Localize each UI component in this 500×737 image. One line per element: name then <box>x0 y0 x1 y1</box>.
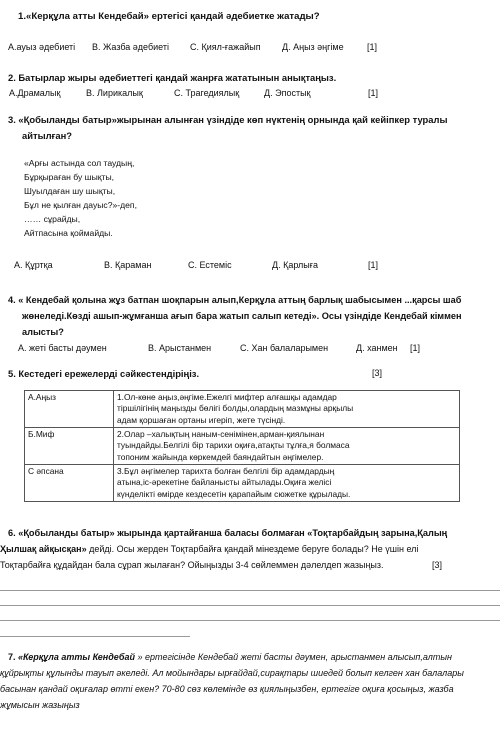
q4-title-line2: жөнеледі.Көзді ашып-жұмғанша ағып бара жатып салып кетеді». Осы үзіндіде Кендебай кіммен <box>22 311 462 321</box>
q2-option-c[interactable]: С. Трагедиялық <box>174 88 240 98</box>
answer-line[interactable] <box>0 605 500 606</box>
q3-option-d[interactable]: Д. Қарлыға <box>272 260 319 270</box>
q2-options <box>0 88 500 102</box>
q5-title: 5. Кестедегі ережелерді сәйкестендіріңіз. <box>8 368 200 379</box>
q4-title-line3: алысты? <box>22 327 64 337</box>
q3-title-line1: 3. «Қобыланды батыр»жырынан алынған үзіндіде көп нүктенің орнында қай кейіпкер туралы <box>8 114 448 125</box>
definition-line: топоним жайында көркемдей баяндайтын әңгімелер. <box>117 451 324 462</box>
q2-title: 2. Батырлар жыры әдебиеттегі қандай жанрға жататынын анықтаңыз. <box>8 72 337 83</box>
q4-option-b[interactable]: В. Арыстанмен <box>148 343 212 353</box>
q1-score: [1] <box>367 42 378 52</box>
q7-line4: жұмысын жазыңыз <box>0 700 80 710</box>
row-definition <box>114 465 460 502</box>
q4-option-c[interactable]: С. Хан балаларымен <box>240 343 329 353</box>
q7-line3: басынан қандай оқиғалар өтті екен? 70-80 сөз көлемінде өз қиялыңызбен, ертегіге оқиға қосыңыз, жазба <box>0 684 454 694</box>
q1-option-c[interactable]: С. Қиял-ғажайып <box>190 42 261 52</box>
answer-line[interactable] <box>0 620 500 621</box>
q2-score: [1] <box>368 88 379 98</box>
row-key: А.Аңыз <box>25 391 114 428</box>
definition-line: тіршілігінің маңызды бөлігі болды,олардың мазмұны арқылы <box>117 403 354 414</box>
poem-line: …… сұрайды, <box>24 214 81 224</box>
row-key: С әпсана <box>25 465 114 502</box>
q3-poem <box>24 158 224 238</box>
q1-option-a[interactable]: А.ауыз әдебиеті <box>8 42 76 52</box>
q4-option-a[interactable]: А. жеті басты дәумен <box>18 343 107 353</box>
q4-option-d[interactable]: Д. ханмен <box>356 343 398 353</box>
row-definition <box>114 428 460 465</box>
q6-line2 <box>0 544 418 555</box>
row-key: Б.Миф <box>25 428 114 465</box>
q7-number: 7. <box>8 652 19 662</box>
q7-line2: құйрықты құлынды тауып әкеледі. Ал мойындары ырғайдай,сирақтары шиедей болып келген хан балалары <box>0 668 464 678</box>
q3-option-a[interactable]: А. Құртқа <box>14 260 53 270</box>
q1-title: 1.«Керқұла атты Кендебай» ертегісі қандай әдебиетке жатады? <box>18 11 320 22</box>
definition-line: атына,іс-әрекетіне байланысты айтылады.Оқиға желісі <box>117 477 332 488</box>
q4-title-line1: 4. « Кендебай қолына жұз батпан шоқпарын алып,Керқұла аттың барлық шабысымен ...қарсы шаб <box>8 295 462 305</box>
definition-line: туындайды.Белгілі бір тарихи оқиға,атақты тұлға,я болмаса <box>117 440 350 451</box>
q3-option-b[interactable]: В. Қараман <box>104 260 152 270</box>
q1-option-b[interactable]: В. Жазба әдебиеті <box>92 42 169 52</box>
q3-options <box>0 260 500 274</box>
q7-line1-rest: » ертегісінде Кендебай жеті басты дәумен, арыстанмен алысып,алтын <box>134 652 452 662</box>
table-row <box>25 465 460 502</box>
q3-score: [1] <box>368 260 379 270</box>
q6-line2-rest: дейді. Осы жерден Тоқтарбайға қандай мінездеме беруге болады? Не үшін елі <box>86 544 419 554</box>
q5-score: [3] <box>372 368 383 378</box>
definition-line: күнделікті өмірде кездесетін қарапайым сюжетке құрылады. <box>117 488 351 499</box>
row-definition <box>114 391 460 428</box>
q1-options <box>0 42 500 56</box>
q1-option-d[interactable]: Д. Аңыз әңгіме <box>282 42 344 52</box>
table-row <box>25 428 460 465</box>
answer-line[interactable] <box>0 636 190 637</box>
q7-title: «Керқұла атты Кендебай <box>18 652 135 662</box>
q6-quote: Ҳылшақ айқысқан» <box>0 544 87 554</box>
q4-score: [1] <box>410 343 421 353</box>
definition-line: 3.Бұл әңгімелер тарихта болған белгілі бір адамдардың <box>117 466 335 477</box>
poem-line: Бұл не қылған дауыс?»-деп, <box>24 200 137 210</box>
answer-line[interactable] <box>0 590 500 591</box>
q6-score: [3] <box>432 560 443 570</box>
q3-title-line2: айтылған? <box>22 130 73 141</box>
poem-line: Айтпасына қоймайды. <box>24 228 113 238</box>
definition-line: адам қоршаған ортаны игеріп, жете түсінді. <box>117 414 286 425</box>
q4-options <box>0 343 500 357</box>
q2-option-b[interactable]: В. Лирикалық <box>86 88 143 98</box>
q2-option-a[interactable]: А.Драмалық <box>9 88 61 98</box>
q6-line3: Тоқтарбайға құдайдан бала сұрап жылаған? Ойыңызды 3-4 сөйлеммен дәлелдеп жазыңыз. <box>0 560 384 570</box>
poem-line: Шуылдаған шу шықты, <box>24 186 116 196</box>
table-row <box>25 391 460 428</box>
q6-line1: 6. «Қобыланды батыр» жырында қартайғанша баласы болмаған «Тоқтарбайдың зарына,Қалың <box>8 528 448 538</box>
matching-table <box>24 390 460 502</box>
q2-option-d[interactable]: Д. Эпостық <box>264 88 311 98</box>
q3-option-c[interactable]: С. Естеміс <box>188 260 232 270</box>
q7-line1 <box>8 652 452 663</box>
poem-line: «Арғы астында сол таудың, <box>24 158 135 168</box>
poem-line: Бұрқыраған бу шықты, <box>24 172 115 182</box>
definition-line: 1.Ол-көне аңыз,әңгіме.Ежелгі мифтер алғашқы адамдар <box>117 392 337 402</box>
definition-line: 2.Олар –халықтың наным-сенімінен,арман-қиялынан <box>117 429 325 440</box>
